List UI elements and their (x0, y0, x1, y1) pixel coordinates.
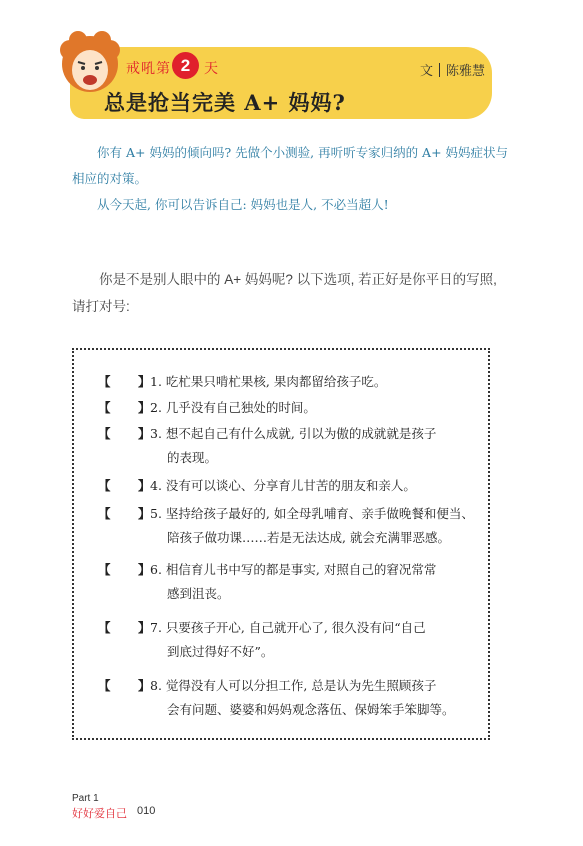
quiz-item-text: 2. 几乎没有自己独处的时间。 (150, 400, 316, 415)
quiz-item-text: 4. 没有可以谈心、分享育儿甘苦的朋友和亲人。 (150, 478, 416, 493)
checkbox-bracket-close[interactable]: 】 (138, 426, 151, 441)
quiz-item-text: 7. 只要孩子开心, 自己就开心了, 很久没有问“自己 (150, 620, 426, 635)
quiz-item (98, 616, 478, 664)
quiz-item-text-continued: 陪孩子做功课……若是无法达成, 就会充满罪恶感。 (167, 530, 450, 545)
quiz-item (98, 674, 478, 722)
series-suffix: 天 (204, 61, 218, 77)
checkbox-bracket-open[interactable]: 【 (98, 400, 111, 415)
checkbox-bracket-open[interactable]: 【 (98, 620, 111, 635)
checkbox-bracket-open[interactable]: 【 (98, 506, 111, 521)
checkbox-bracket-close[interactable]: 】 (138, 678, 151, 693)
series-prefix: 戒吼第 (126, 61, 171, 77)
checkbox-bracket-open[interactable]: 【 (98, 426, 111, 441)
intro-paragraph-1: 你有 A+ 妈妈的倾向吗? 先做个小测验, 再听听专家归纳的 A+ 妈妈症状与相应的对策。 (72, 145, 509, 186)
checkbox-bracket-open[interactable]: 【 (98, 478, 111, 493)
quiz-item-text-continued: 会有问题、婆婆和妈妈观念落伍、保姆笨手笨脚等。 (167, 702, 455, 717)
quiz-item-text: 6. 相信育儿书中写的都是事实, 对照自己的窘况常常 (150, 562, 437, 577)
quiz-item (98, 422, 478, 470)
checkbox-bracket-close[interactable]: 】 (138, 620, 151, 635)
checkbox-bracket-open[interactable]: 【 (98, 374, 111, 389)
page-number: 010 (137, 805, 156, 817)
byline-label: 文 (419, 64, 433, 79)
quiz-item-text: 5. 坚持给孩子最好的, 如全母乳哺育、亲手做晚餐和便当、 (150, 506, 474, 521)
body-section (72, 266, 512, 320)
intro-paragraph-2: 从今天起, 你可以告诉自己: 妈妈也是人, 不必当超人! (97, 197, 389, 212)
byline-divider (439, 63, 440, 77)
quiz-item-text: 3. 想不起自己有什么成就, 引以为傲的成就就是孩子 (150, 426, 437, 441)
quiz-box (72, 348, 490, 740)
quiz-item-text: 1. 吃杧果只啃杧果核, 果肉都留给孩子吃。 (150, 374, 387, 389)
body-paragraph: 你是不是别人眼中的 A+ 妈妈呢? 以下选项, 若正好是你平日的写照, 请打对号: (72, 272, 497, 314)
checkbox-bracket-close[interactable]: 】 (138, 400, 151, 415)
checkbox-bracket-close[interactable]: 】 (138, 374, 151, 389)
quiz-item-text-continued: 的表现。 (167, 450, 218, 465)
quiz-item (98, 502, 478, 550)
footer-section-title: 好好爱自己 (72, 807, 127, 820)
quiz-item (98, 396, 478, 420)
quiz-item (98, 558, 478, 606)
byline (420, 60, 485, 79)
intro-section (72, 140, 512, 218)
footer-part-label: Part 1 (72, 793, 99, 804)
quiz-item-text: 8. 觉得没有人可以分担工作, 总是认为先生照顾孩子 (150, 678, 437, 693)
page-title: 总是抢当完美 A+ 妈妈? (104, 90, 346, 115)
checkbox-bracket-close[interactable]: 】 (138, 478, 151, 493)
quiz-item (98, 474, 478, 498)
day-number-badge: 2 (172, 52, 199, 79)
checkbox-bracket-open[interactable]: 【 (98, 678, 111, 693)
quiz-item-text-continued: 感到沮丧。 (167, 586, 230, 601)
quiz-item-text-continued: 到底过得好不好”。 (167, 644, 274, 659)
quiz-item (98, 370, 478, 394)
checkbox-bracket-open[interactable]: 【 (98, 562, 111, 577)
checkbox-bracket-close[interactable]: 】 (138, 506, 151, 521)
checkbox-bracket-close[interactable]: 】 (138, 562, 151, 577)
author-name: 陈雅慧 (445, 64, 485, 79)
